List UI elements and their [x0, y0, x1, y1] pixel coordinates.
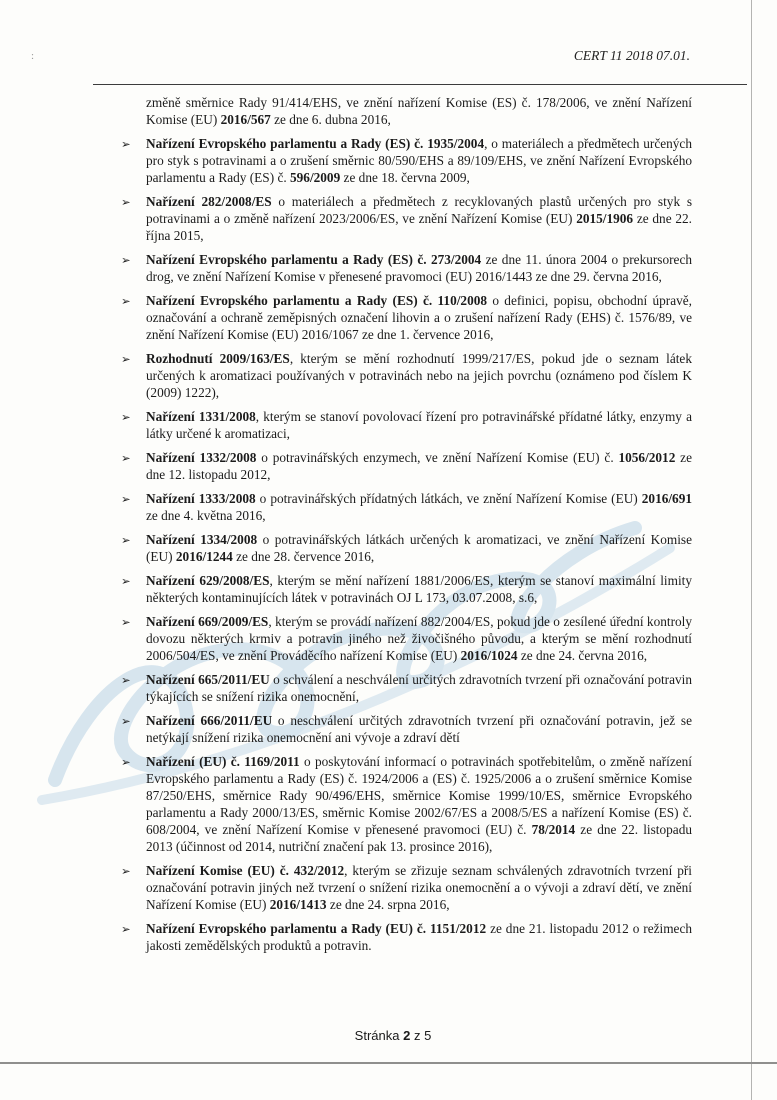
paragraph-text: Nařízení 1331/2008, kterým se stanoví povolovací řízení pro potravinářské přídatné látky, enzymy a látky určené k aromatizaci,	[146, 409, 692, 441]
arrow-bullet-icon: ➢	[121, 294, 131, 308]
paragraph-text: Nařízení 629/2008/ES, kterým se mění nařízení 1881/2006/ES, kterým se stanoví maximální limity některých kontaminujících látek v potravinách OJ L 173, 03.07.2008, s.6,	[146, 573, 692, 605]
regulation-item	[121, 408, 692, 442]
document-body	[121, 94, 693, 961]
paragraph-text: Nařízení (EU) č. 1169/2011 o poskytování informací o potravinách spotřebitelům, o změně nařízení Evropského parlamentu a Rady (ES) č. 1924/2006 a (ES) č. 1925/2006 a o zrušení směrnice Komise 87/250/EHS, směrnice Rady 90/496/EHS, směrnice Komise 1999/10/ES, směrnice Evropského parlamentu a Rady 2000/13/ES, směrnic Komise 2002/67/ES a 2008/5/ES a nařízení Komise (ES) č. 608/2004, ve znění Nařízení Komise v přenesené pravomoci (EU) č. 78/2014 ze dne 22. listopadu 2013 (účinnost od 2014, nutriční značení pak 13. prosince 2016),	[146, 754, 693, 854]
arrow-bullet-icon: ➢	[121, 410, 131, 424]
regulation-item	[121, 490, 692, 524]
arrow-bullet-icon: ➢	[121, 492, 131, 506]
regulation-item	[121, 613, 692, 664]
arrow-bullet-icon: ➢	[121, 922, 131, 936]
paragraph-text: Nařízení 1332/2008 o potravinářských enzymech, ve znění Nařízení Komise (EU) č. 1056/2012 ze dne 12. listopadu 2012,	[146, 450, 692, 482]
scan-noise-speck: :	[31, 50, 36, 62]
regulation-item	[121, 671, 692, 705]
arrow-bullet-icon: ➢	[121, 864, 131, 878]
arrow-bullet-icon: ➢	[121, 451, 131, 465]
regulation-item	[121, 920, 692, 954]
paragraph-text: Nařízení Evropského parlamentu a Rady (EU) č. 1151/2012 ze dne 21. listopadu 2012 o režimech jakosti zemědělských produktů a potravin.	[146, 921, 692, 953]
arrow-bullet-icon: ➢	[121, 533, 131, 547]
regulation-item	[121, 251, 692, 285]
arrow-bullet-icon: ➢	[121, 673, 131, 687]
regulation-item	[121, 712, 692, 746]
scan-edge-line-bottom	[0, 1062, 777, 1064]
paragraph-text: Nařízení Evropského parlamentu a Rady (ES) č. 273/2004 ze dne 11. února 2004 o prekursorech drog, ve znění Nařízení Komise v přenesené pravomoci (EU) 2016/1443 ze dne 29. června 2016,	[146, 252, 692, 284]
intro-paragraph	[146, 94, 692, 128]
regulation-item	[121, 292, 692, 343]
arrow-bullet-icon: ➢	[121, 352, 131, 366]
document-code-header: CERT 11 2018 07.01.	[573, 48, 690, 63]
page-footer	[93, 1028, 693, 1043]
regulation-item	[121, 531, 692, 565]
paragraph-text: Nařízení 666/2011/EU o neschválení určitých zdravotních tvrzení při označování potravin, jež se netýkají snížení rizika onemocnění ani vývoje a zdraví dětí	[146, 713, 692, 745]
regulation-item	[121, 572, 692, 606]
paragraph-text: Nařízení 669/2009/ES, kterým se provádí nařízení 882/2004/ES, pokud jde o zesílené úřední kontroly dovozu některých krmiv a potravin jiného než živočišného původu, a kterým se mění rozhodnutí 2006/504/ES, ve znění Prováděcího nařízení Komise (EU) 2016/1024 ze dne 24. června 2016,	[146, 614, 692, 663]
arrow-bullet-icon: ➢	[121, 755, 131, 769]
regulation-item	[121, 135, 692, 186]
footer-page-label: Stránka	[354, 1028, 400, 1043]
header-divider-line	[93, 84, 747, 85]
footer-page-number: 2	[403, 1028, 411, 1043]
regulation-item	[121, 753, 693, 855]
regulation-item	[121, 862, 692, 913]
arrow-bullet-icon: ➢	[121, 714, 131, 728]
footer-of-label: z	[413, 1028, 421, 1043]
arrow-bullet-icon: ➢	[121, 574, 131, 588]
arrow-bullet-icon: ➢	[121, 253, 131, 267]
footer-total-pages: 5	[424, 1028, 432, 1043]
paragraph-text: Nařízení 1334/2008 o potravinářských látkách určených k aromatizaci, ve znění Nařízení Komise (EU) 2016/1244 ze dne 28. července 2016,	[146, 532, 692, 564]
arrow-bullet-icon: ➢	[121, 137, 131, 151]
paragraph-text: změně směrnice Rady 91/414/EHS, ve znění nařízení Komise (ES) č. 178/2006, ve znění Nařízení Komise (EU) 2016/567 ze dne 6. dubna 2016,	[146, 95, 692, 127]
regulation-item	[121, 350, 692, 401]
scan-edge-line-right	[751, 0, 752, 1100]
paragraph-text: Nařízení 1333/2008 o potravinářských přídatných látkách, ve znění Nařízení Komise (EU) 2016/691 ze dne 4. května 2016,	[146, 491, 692, 523]
arrow-bullet-icon: ➢	[121, 195, 131, 209]
paragraph-text: Nařízení Evropského parlamentu a Rady (ES) č. 1935/2004, o materiálech a předmětech určených pro styk s potravinami a o zrušení směrnic 80/590/EHS a 89/109/EHS, ve znění Nařízení Evropského parlamentu a Rady (ES) č. 596/2009 ze dne 18. června 2009,	[146, 136, 692, 185]
paragraph-text: Nařízení Komise (EU) č. 432/2012, kterým se zřizuje seznam schválených zdravotních tvrzení při označování potravin jiných než tvrzení o snížení rizika onemocnění a o vývoji a zdraví dětí, ve znění Nařízení Komise (EU) 2016/1413 ze dne 24. srpna 2016,	[146, 863, 692, 912]
paragraph-text: Rozhodnutí 2009/163/ES, kterým se mění rozhodnutí 1999/217/ES, pokud jde o seznam látek určených k aromatizaci používaných v potravinách nebo na jejich povrchu (oznámeno pod číslem K (2009) 1222),	[146, 351, 692, 400]
regulation-item	[121, 193, 692, 244]
paragraph-text: Nařízení 665/2011/EU o schválení a neschválení určitých zdravotních tvrzení při označování potravin týkajících se snížení rizika onemocnění,	[146, 672, 692, 704]
paragraph-text: Nařízení Evropského parlamentu a Rady (ES) č. 110/2008 o definici, popisu, obchodní úpravě, označování a ochraně zeměpisných označení lihovin a o zrušení nařízení Rady (EHS) č. 1576/89, ve znění Nařízení Komise (EU) 2016/1067 ze dne 1. července 2016,	[146, 293, 692, 342]
paragraph-text: Nařízení 282/2008/ES o materiálech a předmětech z recyklovaných plastů určených pro styk s potravinami a o změně nařízení 2023/2006/ES, ve znění Nařízení Komise (EU) 2015/1906 ze dne 22. října 2015,	[146, 194, 692, 243]
arrow-bullet-icon: ➢	[121, 615, 131, 629]
regulation-item	[121, 449, 692, 483]
